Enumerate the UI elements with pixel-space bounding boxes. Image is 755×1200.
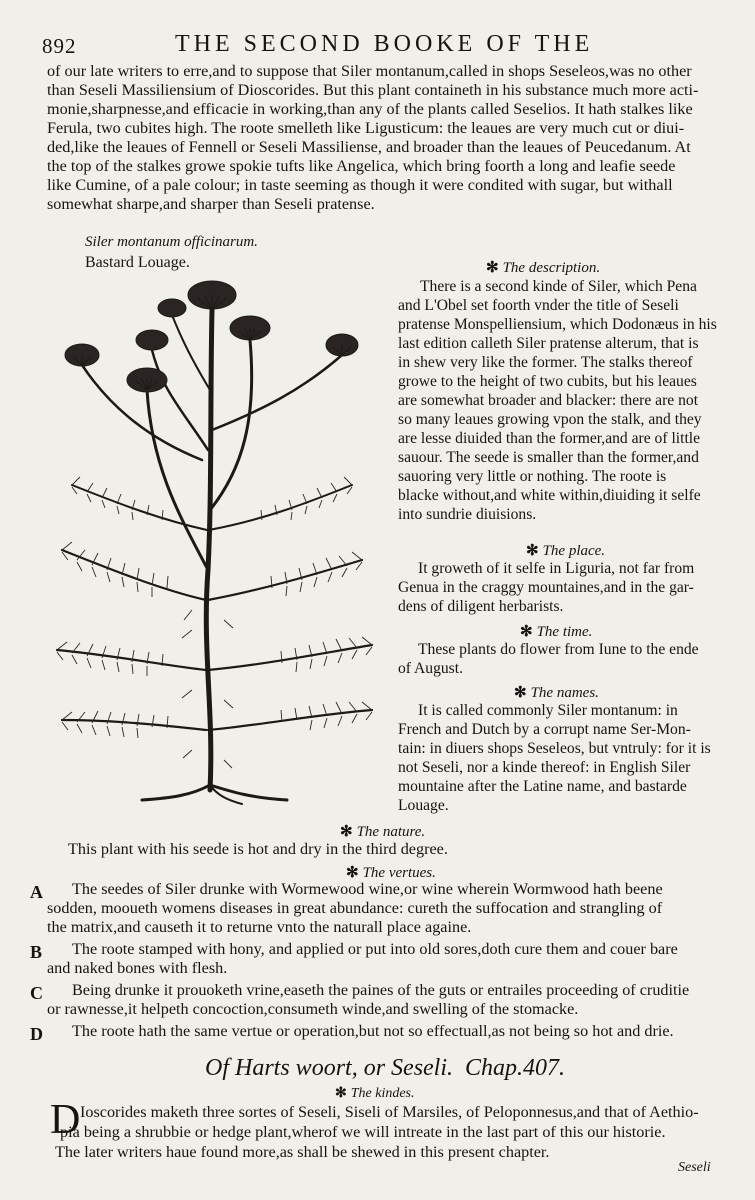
intro-line: like Cumine, of a pale colour; in taste seeming as though it were condited with sugar, but withall [47, 176, 673, 194]
description-line: last edition calleth Siler pratense alterum, that is [398, 335, 699, 352]
description-heading: ✻ The description. [486, 260, 601, 276]
intro-line: ded,like the leaues of Fennell or Seseli Massiliense, and broader than the leaues of Peucedanum. At [47, 138, 691, 156]
vertue-line: Being drunke it prouoketh vrine,easeth the paines of the guts or entrailes proceeding of cruditie [72, 981, 690, 999]
vertue-line: The roote hath the same vertue or operation,but not so effectuall,as not being so hot and drie. [72, 1022, 674, 1040]
page-header [0, 30, 755, 60]
names-line: tain: in diuers shops Seseleos, but vntruly: for it is [398, 740, 711, 757]
nature-line: This plant with his seede is hot and dry in the third degree. [68, 840, 448, 858]
vertue-line: The seedes of Siler drunke with Wormewood wine,or wine wherein Wormwood hath beene [72, 880, 663, 898]
caption-latin: Siler montanum officinarum. [85, 234, 258, 250]
kindes-heading: ✻ The kindes. [335, 1086, 415, 1101]
names-line: mountaine after the Latine name, and bastarde [398, 778, 687, 795]
intro-line: Ferula, two cubites high. The roote smelleth like Ligusticum: the leaues are very much cut or diui- [47, 119, 685, 137]
place-heading: ✻ The place. [526, 543, 606, 559]
time-heading: ✻ The time. [520, 624, 593, 640]
names-line: It is called commonly Siler montanum: in [418, 702, 678, 719]
description-line: sauoring very little or nothing. The roote is [398, 468, 667, 485]
names-heading: ✻ The names. [514, 685, 599, 701]
names-line: French and Dutch by a corrupt name Ser-Mon- [398, 721, 691, 738]
caption-english: Bastard Louage. [85, 254, 190, 271]
description-line: are somewhat broader and blacker: there are not [398, 392, 699, 409]
time-line: of August. [398, 660, 463, 677]
place-line: Genua in the craggy mountaines,and in the gar- [398, 579, 694, 596]
page-number: 892 [42, 34, 77, 58]
margin-letter-c: C [30, 983, 43, 1003]
names-line: not Seseli, nor a kinde thereof: in English Siler [398, 759, 691, 776]
chapter-line: pia being a shrubbie or hedge plant,wherof we will intreate in the last part of this our historie. [60, 1123, 666, 1141]
chapter-title: Of Harts woort, or Seseli. Chap.407. [205, 1055, 566, 1081]
description-line: blacke without,and white within,diuiding it selfe [398, 487, 701, 504]
vertue-line: and naked bones with flesh. [47, 959, 228, 977]
catchword: Seseli [678, 1160, 711, 1175]
vertue-line: or rawnesse,it helpeth concoction,consumeth winde,and swelling of the stomacke. [47, 1000, 579, 1018]
vertue-line: The roote stamped with hony, and applied or put into old sores,doth cure them and couer bare [72, 940, 678, 958]
intro-line: the top of the stalkes growe spokie tufts like Angelica, which bring foorth a long and leafie seede [47, 157, 676, 175]
description-line: There is a second kinde of Siler, which Pena [420, 278, 697, 295]
chapter-line: Ioscorides maketh three sortes of Seseli, Siseli of Marsiles, of Peloponnesus,and that of Aethio- [80, 1103, 699, 1121]
vertue-line: the matrix,and causeth it to returne vnto the naturall place againe. [47, 918, 472, 936]
description-line: growe to the height of two cubits, but his leaues [398, 373, 697, 390]
description-line: sauour. The seede is smaller than the former,and [398, 449, 699, 466]
margin-letter-d: D [30, 1024, 43, 1044]
intro-line: of our late writers to erre,and to suppose that Siler montanum,called in shops Seseleos,was no other [47, 62, 692, 80]
description-line: pratense Monspelliensium, which Dodonæus in his [398, 316, 717, 333]
intro-line: somewhat sharpe,and sharper than Seseli pratense. [47, 195, 375, 213]
place-line: It groweth of it selfe in Liguria, not far from [418, 560, 695, 577]
names-line: Louage. [398, 797, 449, 814]
description-line: in shew very like the former. The stalks thereof [398, 354, 693, 371]
description-line: into sundrie diuisions. [398, 506, 537, 523]
vertue-line: sodden, mooueth womens diseases in great abundance: cureth the suffocation and strangling of [47, 899, 663, 917]
chapter-number: Chap.407. [465, 1055, 566, 1081]
drop-capital: D [50, 1097, 81, 1143]
vertues-heading: ✻ The vertues. [346, 865, 436, 881]
running-head: THE SECOND BOOKE OF THE [175, 31, 594, 57]
description-line: are lesse diuided than the former,and are of little [398, 430, 701, 447]
intro-line: than Seseli Massiliensium of Dioscorides. But this plant containeth in his substance much more acti- [47, 81, 699, 99]
nature-heading: ✻ The nature. [340, 824, 426, 840]
margin-letter-b: B [30, 942, 43, 962]
intro-line: monie,sharpnesse,and efficacie in working,than any of the plants called Seselios. It hath stalkes like [47, 100, 693, 118]
description-line: so many leaues growing vpon the stalk, and they [398, 411, 702, 428]
chapter-line: The later writers haue found more,as shall be shewed in this present chapter. [55, 1143, 550, 1161]
margin-letter-a: A [30, 882, 43, 902]
time-line: These plants do flower from Iune to the ende [418, 641, 699, 658]
description-line: and L'Obel set foorth vnder the title of Seseli [398, 297, 679, 314]
place-line: dens of diligent herbarists. [398, 598, 564, 615]
plant-illustration [42, 270, 382, 805]
